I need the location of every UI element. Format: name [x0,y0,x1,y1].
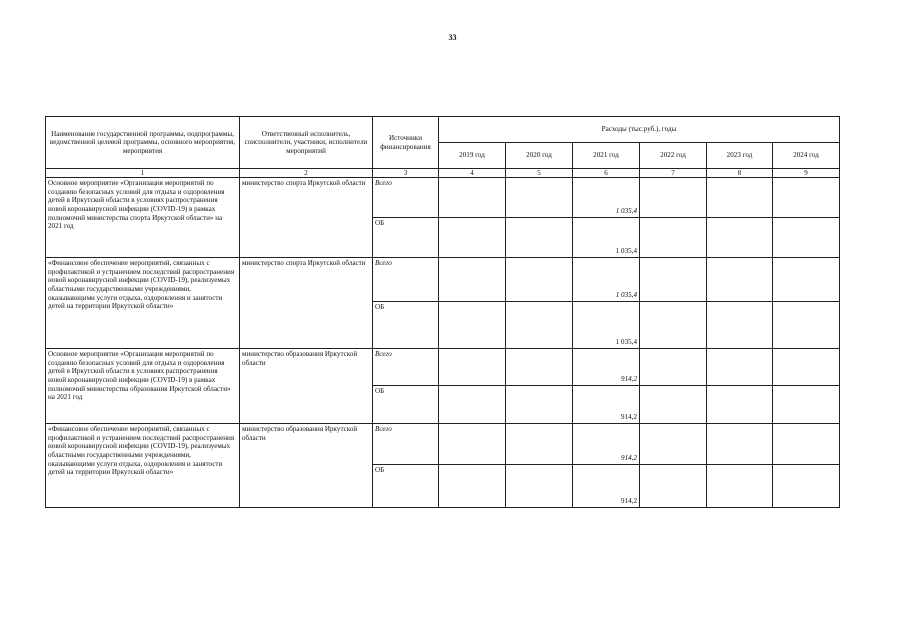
value-2019 [439,424,506,465]
value-2020 [506,349,573,386]
value-2024 [773,258,840,302]
value-2019 [439,302,506,349]
value-2023 [707,302,773,349]
column-number: 9 [773,169,840,178]
table-row-total [46,349,840,386]
source-total-label: Всего [373,424,439,465]
column-number: 2 [240,169,373,178]
value-2019 [439,258,506,302]
executor-name: министерство спорта Иркутской области [240,258,373,349]
page-number: 33 [448,33,457,42]
header-year: 2022 год [640,143,707,169]
value-2020 [506,465,573,508]
column-number: 8 [707,169,773,178]
value-2022 [640,178,707,218]
value-2023 [707,424,773,465]
value-2022 [640,218,707,258]
value-2023 [707,349,773,386]
source-label: ОБ [373,465,439,508]
source-total-label: Всего [373,178,439,218]
source-label: ОБ [373,386,439,424]
value-2024 [773,302,840,349]
table-row-total [46,178,840,218]
value-2021: 1 035,4 [573,218,640,258]
value-2024 [773,386,840,424]
value-2024 [773,218,840,258]
value-2019 [439,218,506,258]
table-row-total [46,424,840,465]
value-2020 [506,302,573,349]
header-name-column: Наименование государственной программы, подпрограммы, ведомственной целевой программы, основного мероприятия, мероприятия [46,117,240,169]
header-year: 2019 год [439,143,506,169]
value-2019 [439,178,506,218]
value-2023 [707,178,773,218]
source-total-label: Всего [373,258,439,302]
value-2022 [640,424,707,465]
column-number: 3 [373,169,439,178]
header-year: 2020 год [506,143,573,169]
value-2022 [640,302,707,349]
value-2019 [439,349,506,386]
column-number: 7 [640,169,707,178]
header-year: 2021 год [573,143,640,169]
value-2021-total: 914,2 [573,349,640,386]
value-2021: 914,2 [573,465,640,508]
value-2021-total: 914,2 [573,424,640,465]
executor-name: министерство образования Иркутской области [240,424,373,508]
source-label: ОБ [373,218,439,258]
value-2020 [506,178,573,218]
value-2024 [773,465,840,508]
value-2024 [773,178,840,218]
header-year: 2023 год [707,143,773,169]
value-2023 [707,386,773,424]
value-2024 [773,424,840,465]
value-2019 [439,465,506,508]
column-number: 6 [573,169,640,178]
activity-name: «Финансовое обеспечение мероприятий, связанных с профилактикой и устранением последствий распространения новой коронавирусной инфекции (COVID-19), реализуемых областными государственными учреждениями, оказывающими услуги отдыха, оздоровления и занятости детей на территории Иркутской области» [46,424,240,508]
value-2023 [707,465,773,508]
executor-name: министерство образования Иркутской области [240,349,373,424]
table-row-total [46,258,840,302]
column-number: 5 [506,169,573,178]
value-2022 [640,465,707,508]
activity-name: «Финансовое обеспечение мероприятий, связанных с профилактикой и устранением последствий распространения новой коронавирусной инфекции (COVID-19), реализуемых областными государственными учреждениями, оказывающими услуги отдыха, оздоровления и занятости детей на территории Иркутской области» [46,258,240,349]
column-number: 4 [439,169,506,178]
value-2022 [640,258,707,302]
value-2020 [506,386,573,424]
value-2020 [506,218,573,258]
executor-name: министерство спорта Иркутской области [240,178,373,258]
value-2021-total: 1 035,4 [573,178,640,218]
activity-name: Основное мероприятие «Организация мероприятий по созданию безопасных условий для отдыха и оздоровления детей в Иркутской области в условиях распространения новой коронавирусной инфекции (COVID-19) в рамках полномочий министерства образования Иркутской области» на 2021 год [46,349,240,424]
value-2022 [640,386,707,424]
source-label: ОБ [373,302,439,349]
value-2022 [640,349,707,386]
header-executor-column: Ответственный исполнитель, соисполнители, участники, исполнители мероприятий [240,117,373,169]
value-2021: 1 035,4 [573,302,640,349]
value-2020 [506,258,573,302]
header-year: 2024 год [773,143,840,169]
source-total-label: Всего [373,349,439,386]
value-2023 [707,258,773,302]
budget-table [45,116,840,508]
value-2021-total: 1 035,4 [573,258,640,302]
value-2024 [773,349,840,386]
value-2021: 914,2 [573,386,640,424]
value-2019 [439,386,506,424]
value-2020 [506,424,573,465]
value-2023 [707,218,773,258]
header-sources-column: Источники финансирования [373,117,439,169]
column-number: 1 [46,169,240,178]
header-expenses: Расходы (тыс.руб.), годы [439,117,840,143]
activity-name: Основное мероприятие «Организация мероприятий по созданию безопасных условий для отдыха и оздоровления детей в Иркутской области в условиях распространения новой коронавирусной инфекции (COVID-19) в рамках полномочий министерства спорта Иркутской области» на 2021 год [46,178,240,258]
